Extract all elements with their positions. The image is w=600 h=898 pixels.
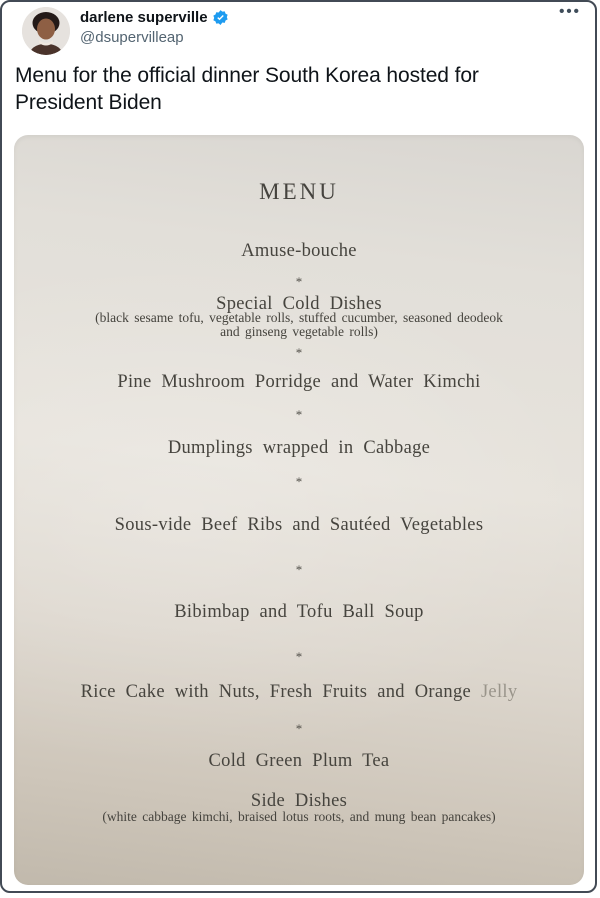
menu-item: Sous-vide Beef Ribs and Sautéed Vegetables	[114, 515, 484, 535]
separator-star: *	[295, 649, 303, 664]
verified-badge-icon	[212, 9, 229, 26]
menu-item-detail: (black sesame tofu, vegetable rolls, stuffed cucumber, seasoned deodeok	[95, 310, 503, 325]
avatar[interactable]	[22, 7, 70, 55]
author-handle[interactable]: @dsupervilleap	[80, 29, 184, 46]
menu-item-detail: (white cabbage kimchi, braised lotus roots, and mung bean pancakes)	[102, 809, 496, 824]
menu-item-detail: and ginseng vegetable rolls)	[220, 324, 378, 339]
author-name[interactable]	[80, 9, 229, 26]
menu-item: Cold Green Plum Tea	[208, 751, 390, 771]
ellipsis-icon: •••	[559, 3, 581, 20]
menu-item	[14, 682, 584, 703]
menu-item: Amuse-bouche	[241, 241, 357, 261]
menu-item: Dumplings wrapped in Cabbage	[167, 438, 431, 458]
menu-item-text-faded: Jelly	[480, 682, 518, 702]
menu-item-text: Rice Cake with Nuts, Fresh Fruits and Orange	[80, 682, 481, 702]
menu-item: Side Dishes	[250, 791, 348, 811]
menu-item: Bibimbap and Tofu Ball Soup	[174, 602, 424, 622]
tweet-photo[interactable]	[14, 135, 584, 885]
tweet-text-line: President Biden	[15, 91, 162, 114]
separator-star: *	[295, 345, 303, 360]
tweet-text-line: Menu for the official dinner South Korea hosted for	[15, 64, 479, 87]
menu-item: Pine Mushroom Porridge and Water Kimchi	[117, 372, 481, 392]
author-name-label: darlene superville	[80, 9, 208, 26]
separator-star: *	[295, 474, 303, 489]
separator-star: *	[295, 721, 303, 736]
separator-star: *	[295, 274, 303, 289]
avatar-photo	[22, 7, 70, 55]
menu-title: MENU	[259, 179, 339, 204]
more-options-button[interactable]	[557, 3, 583, 26]
separator-star: *	[295, 407, 303, 422]
tweet-text	[15, 62, 581, 116]
separator-star: *	[295, 562, 303, 577]
menu-item: Special Cold Dishes	[216, 294, 382, 314]
